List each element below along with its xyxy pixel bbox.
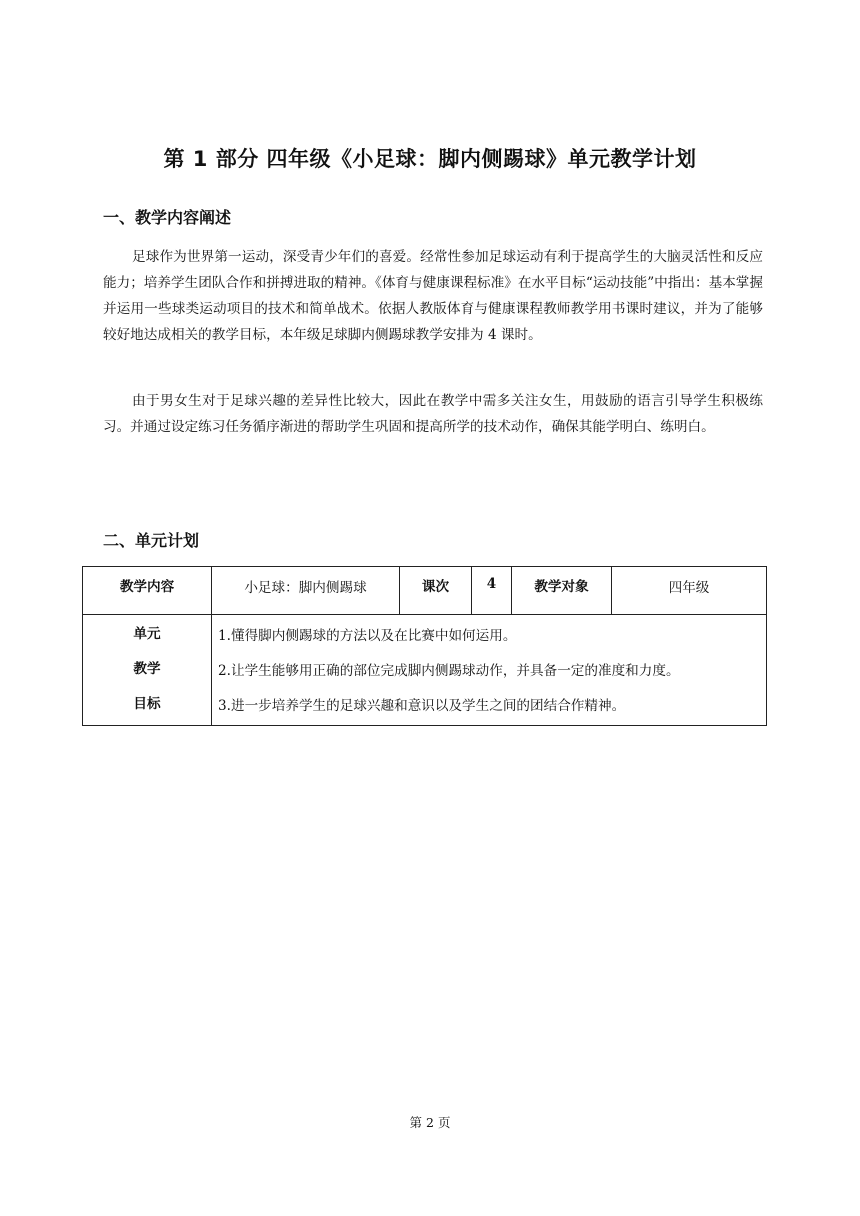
goals-label [83,615,212,726]
target-label: 教学对象 [512,567,612,615]
goals-label-line: 教学 [133,661,161,677]
table-header-row [83,567,767,615]
lesson-label: 课次 [400,567,472,615]
content-label: 教学内容 [83,567,212,615]
goal-item: 3.进一步培养学生的足球兴趣和意识以及学生之间的团结合作精神。 [218,698,626,714]
section-heading-content: 一、教学内容阐述 [103,208,232,227]
page-title: 第 1 部分 四年级《小足球：脚内侧踢球》单元教学计划 [163,147,697,171]
lesson-value: 4 [472,567,512,615]
unit-plan-table [82,566,767,726]
goal-item: 1.懂得脚内侧踢球的方法以及在比赛中如何运用。 [218,628,517,644]
content-value: 小足球：脚内侧踢球 [212,567,400,615]
page-number: 第 2 页 [409,1115,451,1130]
section-heading-plan: 二、单元计划 [103,531,200,550]
paragraph-gender: 由于男女生对于足球兴趣的差异性比较大，因此在教学中需多关注女生，用鼓励的语言引导学生积极练习。并通过设定练习任务循序渐进的帮助学生巩固和提高所学的技术动作，确保其能学明白、练明白。 [103,393,763,435]
goals-label-line: 目标 [133,696,161,712]
paragraph-intro: 足球作为世界第一运动，深受青少年们的喜爱。经常性参加足球运动有利于提高学生的大脑灵活性和反应能力；培养学生团队合作和拼搏进取的精神。《体育与健康课程标准》在水平目标“运动技能”中指出：基本掌握并运用一些球类运动项目的技术和简单战术。依据人教版体育与健康课程教师教学用书课时建议，并为了能够较好地达成相关的教学目标，本年级足球脚内侧踢球教学安排为 4 课时。 [103,249,763,343]
goals-list [212,615,767,726]
target-value: 四年级 [612,567,767,615]
goal-item: 2.让学生能够用正确的部位完成脚内侧踢球动作，并具备一定的准度和力度。 [218,663,680,679]
goals-label-line: 单元 [133,626,161,642]
goals-row [83,615,767,726]
